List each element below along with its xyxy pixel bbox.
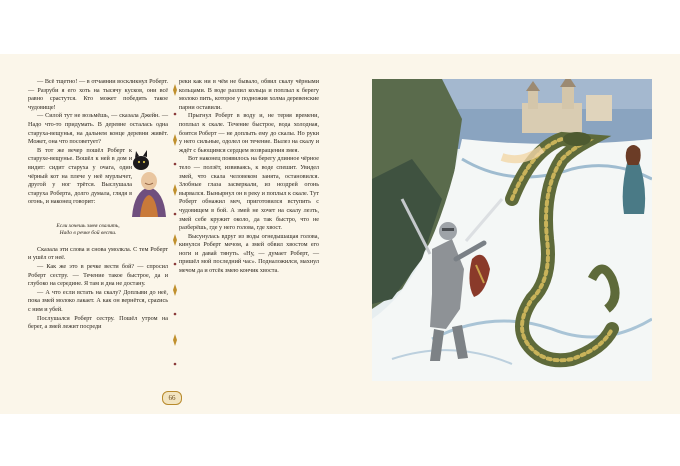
knight-and-serpent-illustration	[372, 79, 652, 381]
caption-line: Если хочешь змея свалить,	[56, 222, 120, 229]
text-column-left	[28, 78, 168, 332]
paragraph: — Всё тщетно! — в отчаянии воскликнул Роберт. — Разруби я его хоть на тысячу кусков, они всё равно срастутся. Кто может победить такое чудовище!	[28, 78, 168, 111]
caption-line: Надо в речке бой вести.	[59, 230, 117, 237]
ornamental-divider	[171, 84, 179, 374]
paragraph: Послушался Роберт сестру. Пошёл утром на берег, а змей лежит посреди	[28, 314, 168, 331]
verse-caption	[42, 223, 134, 238]
paragraph-with-picture	[28, 147, 168, 219]
paragraph: Сказала эти слова и снова умолкла. С тем Роберт и ушёл от неё.	[28, 245, 168, 262]
paragraph: — Как же это в речке вести бой? — спросил Роберт сестру. — Течение такое быстрое, да и глубоко на середине. Я там и дна не достану.	[28, 262, 168, 288]
page-number: 66	[162, 391, 182, 405]
paragraph: — Силой тут не возьмёшь, — сказала Джейн. — Надо что-то придумать. В деревне осталась одна старуха-вещунья, на дальнем конце деревни живёт. Может, она что посоветует?	[28, 112, 168, 146]
paragraph: Вот наконец появилось на берегу длинное чёрное тело — ползёт, извиваясь, к воде спешит. Увидел змей, что скала человеком занята, остановился. Злобные глаза засверкали, из ноздрей огонь вырвался. Вынырнул он в реку и поплыл к скале. Тут Роберт обнажил меч, приготовился вступить с чудовищем в бой. А змей не хочет на скалу лезть, змей себе кружит около, да так быстро, что не разберёшь, где у него голова, где хвост.	[179, 155, 319, 232]
paragraph: Высунулась вдруг из воды огнедышащая голова, кинулся Роберт мечом, а змей обвил хвостом его ноги и давай тянуть. «Ну, — думает Роберт, — пришёл мой последний час». Подналожился, махнул мечом да и отсёк змею кончик хвоста.	[179, 232, 319, 275]
paragraph: Прыгнул Роберт в воду и, не теряя времени, поплыл к скале. Течение быстрое, вода холодная, боится Роберт — не доплыть ему до скалы. Но руки у него сильные, одолел он течение. Вылез на скалу и ждёт с бьющимся сердцем возвращения змея.	[179, 112, 319, 154]
old-woman-with-cat-illustration	[130, 147, 168, 219]
text-column-right	[179, 78, 319, 276]
paragraph: — А что если встать на скалу? Доплыви до неё, пока змей молоко лакает. А как он вернётся, срazись с ним и убей.	[28, 288, 168, 313]
paragraph: В тот же вечер пошёл Роберт к старухе-вещунье. Вошёл к ней в дом и видит: сидит старуха у очага, один чёрный кот на плече у неё мурлычет, другой у ног трётся. Выслушала старуха Роберта, долго думала, глядя в огонь, и наконец говорит:	[28, 146, 132, 206]
paragraph: реки как ни в чём не бывало, обвил скалу чёрными кольцами. В воде разлил кольца и поплыл к берегу молоко пить, которое у подножия холма деревенские парни оставили.	[179, 78, 319, 111]
